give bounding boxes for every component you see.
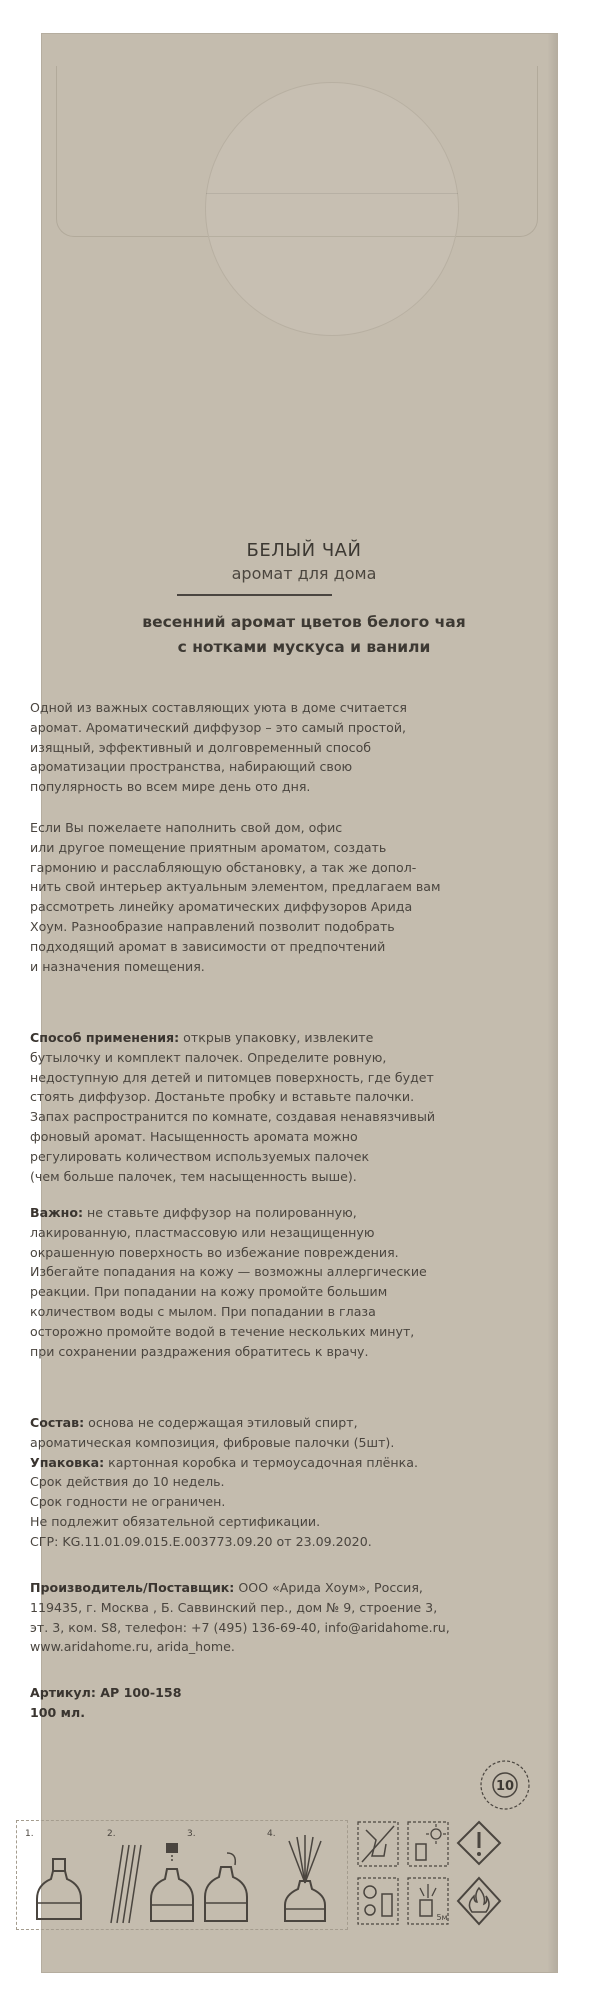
step-number: 3. xyxy=(187,1829,196,1839)
intro-paragraph xyxy=(30,698,480,797)
maker-label: Производитель/Поставщик: xyxy=(30,1580,235,1595)
maker-first-line xyxy=(30,1578,480,1598)
important-first-text: не ставьте диффузор на полированную, xyxy=(83,1205,357,1220)
expiry-10-weeks-badge xyxy=(478,1758,532,1812)
important-line: осторожно промойте водой в течение нескольких минут, xyxy=(30,1323,415,1339)
offer-line: нить свой интерьер актуальным элементом, предлагаем вам xyxy=(30,879,441,895)
important-first-line xyxy=(30,1203,480,1223)
usage-line: регулировать количеством используемых палочек xyxy=(30,1148,370,1164)
usage-first-text: открыв упаковку, извлеките xyxy=(179,1030,374,1045)
sticks-icon xyxy=(105,1841,145,1925)
packaging-line xyxy=(30,1453,480,1473)
usage-line: бутылочку и комплект палочек. Определите ровную, xyxy=(30,1049,387,1065)
important-line: при сохранении раздражения обратитесь к врачу. xyxy=(30,1343,369,1359)
composition-line: Не подлежит обязательной сертификации. xyxy=(30,1513,321,1529)
box-edge-shadow xyxy=(547,34,557,1972)
keep-away-from-sun-icon xyxy=(406,1820,450,1868)
distance-label: 5м xyxy=(436,1913,448,1922)
round-seal-sticker xyxy=(205,82,459,336)
packaging-box xyxy=(42,34,557,1972)
intro-line: ароматизации пространства, набирающий свою xyxy=(30,759,353,775)
maker-line: эт. 3, ком. S8, телефон: +7 (495) 136-69-40, info@aridahome.ru, xyxy=(30,1619,450,1635)
article-code: Артикул: АР 100-158 xyxy=(30,1685,182,1700)
certificate-line: СГР: KG.11.01.09.015.Е.003773.09.20 от 23.09.2020. xyxy=(30,1533,372,1549)
offer-line: рассмотреть линейку ароматических диффузоров Арида xyxy=(30,899,413,915)
seal-crease xyxy=(206,193,458,194)
important-line: Избегайте попадания на кожу — возможны аллергические xyxy=(30,1264,427,1280)
warning-exclamation-icon xyxy=(456,1820,502,1868)
bottle-fill-icon xyxy=(197,1851,257,1925)
step-number: 1. xyxy=(25,1829,34,1839)
usage-line: Запах распространится по комнате, создавая ненавязчивый xyxy=(30,1109,436,1125)
usage-line: (чем больше палочек, тем насыщенность выше). xyxy=(30,1168,357,1184)
intro-line: изящный, эффективный и долговременный способ xyxy=(30,739,372,755)
flammable-flame-icon xyxy=(456,1876,502,1926)
tagline-line: с нотками мускуса и ванили xyxy=(177,638,431,656)
badge-number: 10 xyxy=(495,1779,515,1794)
composition-label: Состав: xyxy=(30,1415,85,1430)
article-block xyxy=(30,1683,480,1723)
usage-line: недоступную для детей и питомцев поверхность, где будет xyxy=(30,1069,434,1085)
packaging-text: картонная коробка и термоусадочная плёнка. xyxy=(104,1454,418,1470)
step-number: 4. xyxy=(267,1829,276,1839)
important-line: количеством воды с мылом. При попадании в глаза xyxy=(30,1303,376,1319)
intro-line: Одной из важных составляющих уюта в доме считается xyxy=(30,700,407,715)
bottle-with-cap-icon xyxy=(33,1855,85,1923)
no-heat-source-icon xyxy=(406,1876,450,1926)
composition-line: Срок действия до 10 недель. xyxy=(30,1474,225,1490)
intro-line: популярность во всем мире день ото дня. xyxy=(30,779,311,795)
usage-paragraph xyxy=(30,1028,480,1186)
usage-steps-panel xyxy=(16,1820,348,1930)
important-paragraph xyxy=(30,1203,480,1361)
usage-first-line xyxy=(30,1028,480,1048)
usage-line: стоять диффузор. Достаньте пробку и вставьте палочки. xyxy=(30,1089,415,1105)
maker-line: www.aridahome.ru, arida_home. xyxy=(30,1639,235,1655)
maker-line: 119435, г. Москва , Б. Саввинский пер., дом № 9, строение 3, xyxy=(30,1599,438,1615)
maker-first-text: ООО «Арида Хоум», Россия, xyxy=(234,1580,423,1595)
keep-away-from-children-pets-icon xyxy=(356,1876,400,1926)
no-spray-on-skin-icon xyxy=(356,1820,400,1868)
offer-line: или другое помещение приятным ароматом, создать xyxy=(30,839,387,855)
open-bottle-icon xyxy=(147,1841,197,1925)
product-tagline xyxy=(0,610,608,660)
important-line: лакированную, пластмассовую или незащищенную xyxy=(30,1224,375,1240)
step-number: 2. xyxy=(107,1829,116,1839)
intro-line: аромат. Ароматический диффузор – это самый простой, xyxy=(30,719,407,735)
maker-paragraph xyxy=(30,1578,480,1657)
composition-line: ароматическая композиция, фибровые палочки (5шт). xyxy=(30,1434,395,1450)
composition-paragraph xyxy=(30,1413,480,1552)
product-subtitle: аромат для дома xyxy=(231,564,377,583)
offer-paragraph xyxy=(30,818,480,976)
article-volume: 100 мл. xyxy=(30,1704,85,1720)
composition-first-line xyxy=(30,1413,480,1433)
important-line: реакции. При попадании на кожу промойте большим xyxy=(30,1284,388,1300)
offer-line: Если Вы пожелаете наполнить свой дом, офис xyxy=(30,820,343,835)
offer-line: Хоум. Разнообразие направлений позволит подобрать xyxy=(30,918,395,934)
offer-line: и назначения помещения. xyxy=(30,958,205,974)
composition-first-text: основа не содержащая этиловый спирт, xyxy=(84,1415,358,1430)
packaging-label: Упаковка: xyxy=(30,1454,105,1470)
title-divider xyxy=(177,594,332,596)
diffuser-with-sticks-icon xyxy=(275,1835,335,1925)
tagline-line: весенний аромат цветов белого чая xyxy=(142,613,466,631)
usage-line: фоновый аромат. Насыщенность аромата можно xyxy=(30,1128,358,1144)
composition-line: Срок годности не ограничен. xyxy=(30,1494,226,1510)
pictogram-strip xyxy=(16,1820,501,1932)
important-line: окрашенную поверхность во избежание повреждения. xyxy=(30,1244,399,1260)
offer-line: гармонию и расслабляющую обстановку, а так же допол- xyxy=(30,859,417,875)
product-title: БЕЛЫЙ ЧАЙ xyxy=(246,540,362,561)
usage-label: Способ применения: xyxy=(30,1030,180,1045)
offer-line: подходящий аромат в зависимости от предпочтений xyxy=(30,938,386,954)
important-label: Важно: xyxy=(30,1205,84,1220)
